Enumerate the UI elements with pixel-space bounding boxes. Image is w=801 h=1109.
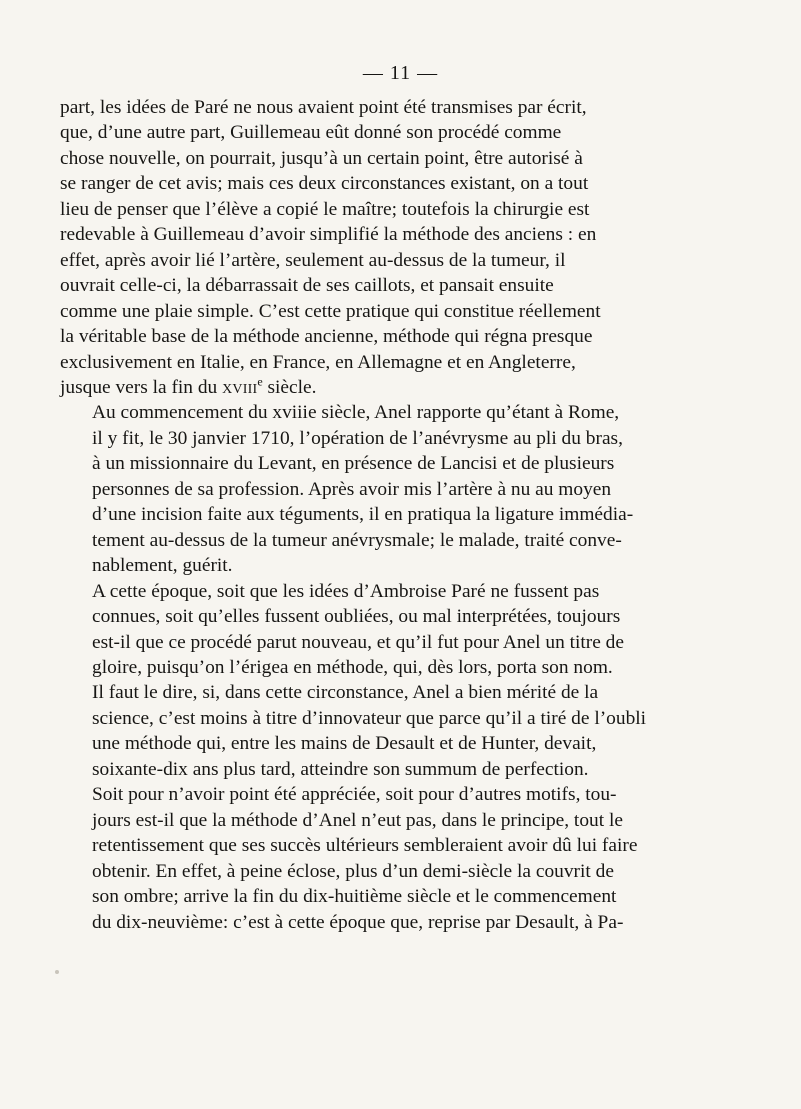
text-line: exclusivement en Italie, en France, en Allemagne et en Angleterre, xyxy=(60,351,576,373)
text-line: Au commencement du xviiie siècle, Anel rapporte qu’étant à Rome, xyxy=(92,402,620,424)
text-line: Soit pour n’avoir point été appréciée, soit pour d’autres motifs, tou- xyxy=(92,784,617,806)
paragraph-4 xyxy=(60,782,750,935)
text-line: Il faut le dire, si, dans cette circonstance, Anel a bien mérité de la xyxy=(92,682,599,704)
text-line: retentissement que ses succès ultérieurs sembleraient avoir dû lui faire xyxy=(92,835,638,857)
text-line: la véritable base de la méthode ancienne, méthode qui régna presque xyxy=(60,326,593,348)
line-text-after: siècle. xyxy=(262,376,317,398)
page-body xyxy=(60,95,750,935)
text-line: est-il que ce procédé parut nouveau, et qu’il fut pour Anel un titre de xyxy=(92,631,624,653)
text-line: connues, soit qu’elles fussent oubliées, ou mal interprétées, toujours xyxy=(92,606,621,628)
text-line: tement au-dessus de la tumeur anévrysmale; le malade, traité conve- xyxy=(92,529,622,551)
text-line: personnes de sa profession. Après avoir mis l’artère à nu au moyen xyxy=(92,478,612,500)
text-line: lieu de penser que l’élève a copié le maître; toutefois la chirurgie est xyxy=(60,198,590,220)
paper-speck xyxy=(55,970,59,974)
text-line: il y fit, le 30 janvier 1710, l’opération de l’anévrysme au pli du bras, xyxy=(92,427,623,449)
text-line-with-century xyxy=(60,375,750,400)
text-line: A cette époque, soit que les idées d’Ambroise Paré ne fussent pas xyxy=(92,580,600,602)
text-line: que, d’une autre part, Guillemeau eût donné son procédé comme xyxy=(60,122,562,144)
text-line: part, les idées de Paré ne nous avaient point été transmises par écrit, xyxy=(60,97,587,118)
paragraph-2 xyxy=(60,400,750,578)
text-line: jours est-il que la méthode d’Anel n’eut pas, dans le principe, tout le xyxy=(92,809,623,831)
text-line: se ranger de cet avis; mais ces deux circonstances existant, on a tout xyxy=(60,173,589,195)
paragraph-3 xyxy=(60,579,750,783)
text-line: d’une incision faite aux téguments, il en pratiqua la ligature immédia- xyxy=(92,504,634,526)
line-text-before: jusque vers la fin du xyxy=(60,376,223,398)
century-roman-numeral: xviii xyxy=(222,376,258,398)
text-line: soixante-dix ans plus tard, atteindre son summum de perfection. xyxy=(92,758,589,780)
text-line: science, c’est moins à titre d’innovateur que parce qu’il a tiré de l’oubli xyxy=(92,707,647,729)
text-line: effet, après avoir lié l’artère, seulement au-dessus de la tumeur, il xyxy=(60,249,566,271)
text-line: du dix-neuvième: c’est à cette époque que, reprise par Desault, à Pa- xyxy=(92,911,624,933)
paragraph-1 xyxy=(60,95,750,400)
superscript-e: e xyxy=(257,374,263,389)
text-line: son ombre; arrive la fin du dix-huitième siècle et le commencement xyxy=(92,886,617,908)
text-line: ouvrait celle-ci, la débarrassait de ses caillots, et pansait ensuite xyxy=(60,275,554,297)
text-line: redevable à Guillemeau d’avoir simplifié la méthode des anciens : en xyxy=(60,224,597,246)
text-line: obtenir. En effet, à peine éclose, plus d’un demi-siècle la couvrit de xyxy=(92,860,614,882)
text-line: une méthode qui, entre les mains de Desault et de Hunter, devait, xyxy=(92,733,597,755)
text-line: comme une plaie simple. C’est cette pratique qui constitue réellement xyxy=(60,300,601,322)
text-line: gloire, puisqu’on l’érigea en méthode, qui, dès lors, porta son nom. xyxy=(92,656,613,678)
text-line: nablement, guérit. xyxy=(92,555,233,577)
text-line: chose nouvelle, on pourrait, jusqu’à un certain point, être autorisé à xyxy=(60,147,583,169)
page-number: — 11 — xyxy=(362,62,439,84)
text-line: à un missionnaire du Levant, en présence de Lancisi et de plusieurs xyxy=(92,453,615,475)
